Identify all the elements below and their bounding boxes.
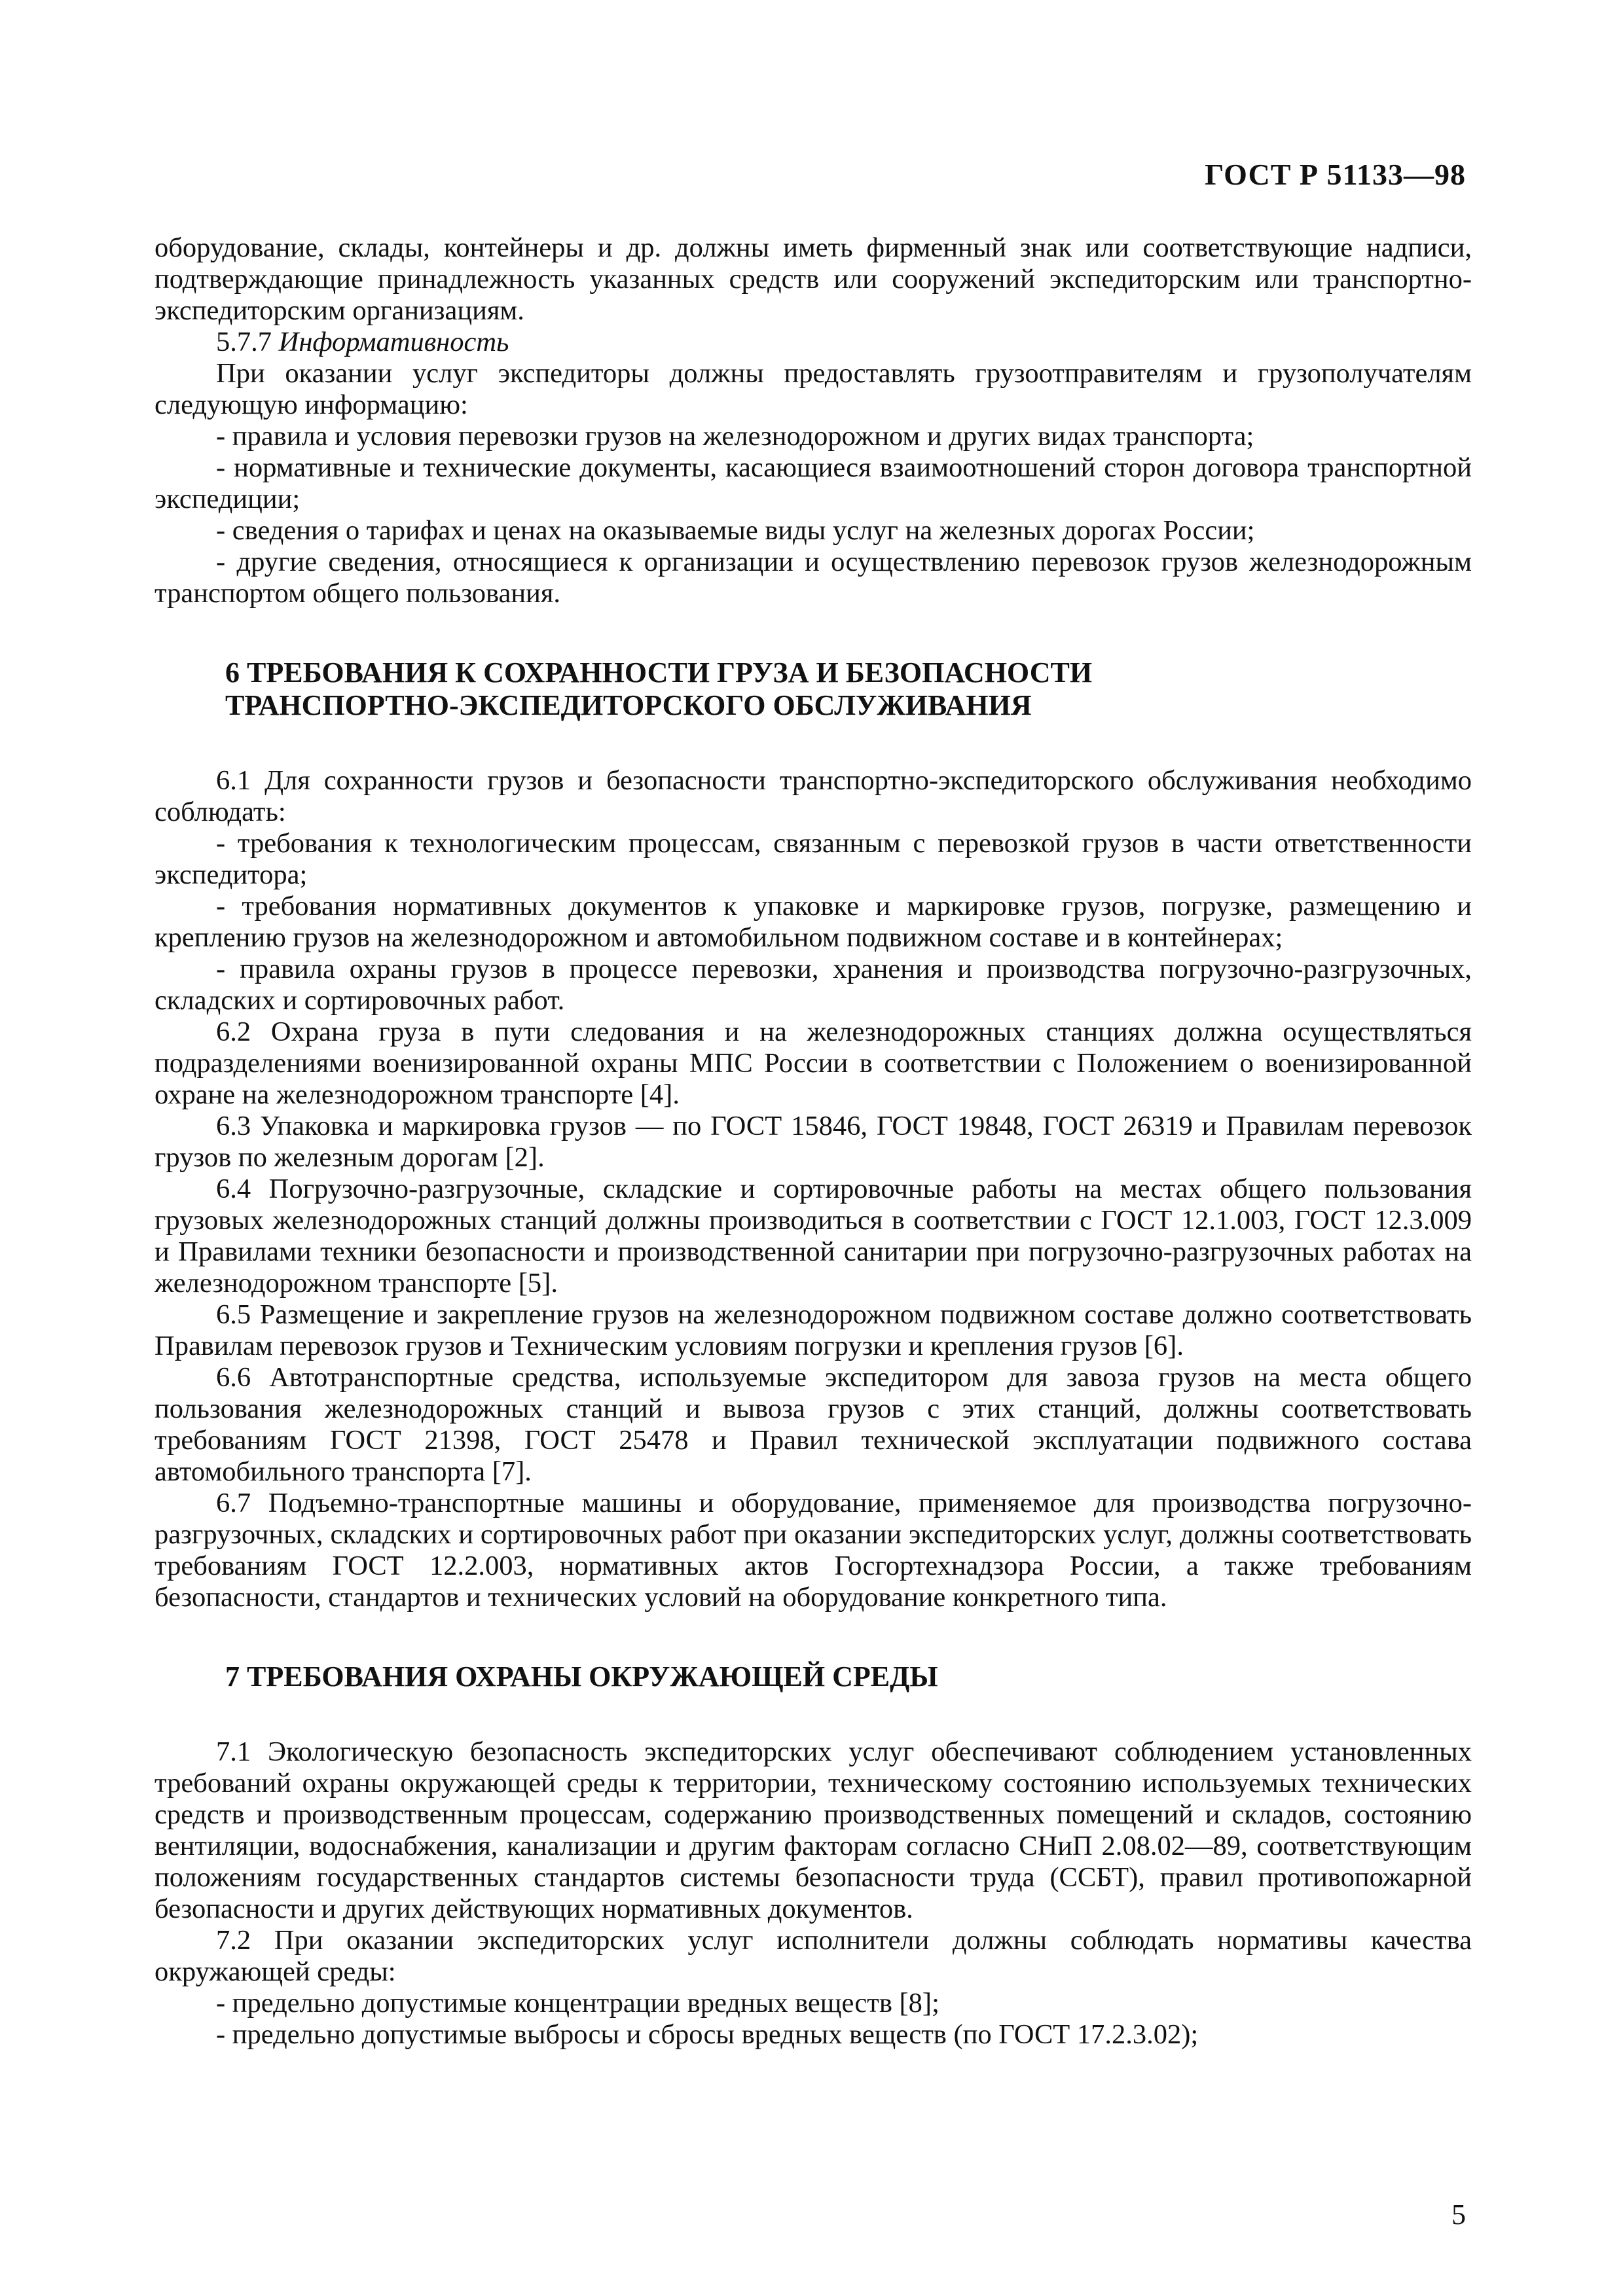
list-item: - предельно допустимые концентрации вредных веществ [8];	[216, 1988, 939, 2018]
paragraph-6-2: 6.2 Охрана груза в пути следования и на железнодорожных станциях должна осуществляться подразделениями военизированной охраны МПС России в соответствии с Положением о военизированной охране на железнодорожном транспорте [4].	[155, 1016, 1472, 1110]
list-item: - правила охраны грузов в процессе перевозки, хранения и производства погрузочно-разгрузочных, складских и сортировочных работ.	[155, 954, 1472, 1016]
section-7-heading	[155, 1660, 1472, 1693]
paragraph-7-1: 7.1 Экологическую безопасность экспедиторских услуг обеспечивают соблюдением установленных требований охраны окружающей среды к территории, техническому состоянию используемых технических средств и производственным процессам, содержанию производственных помещений и складов, состоянию вентиляции, водоснабжения, канализации и другим факторам согласно СНиП 2.08.02—89, соответствующим положениям государственных стандартов системы безопасности труда (ССБТ), правил противопожарной безопасности и других действующих нормативных документов.	[155, 1736, 1472, 1924]
page-body	[155, 232, 1472, 2051]
paragraph-6-6: 6.6 Автотранспортные средства, используемые экспедитором для завоза грузов на места общего пользования железнодорожных станций и вывоза грузов с этих станций, должны соответствовать требованиям ГОСТ 21398, ГОСТ 25478 и Правил технической эксплуатации подвижного состава автомобильного транспорта [7].	[155, 1362, 1472, 1487]
list-item: - правила и условия перевозки грузов на железнодорожном и других видах транспорта;	[216, 421, 1254, 452]
paragraph-information: При оказании услуг экспедиторы должны предоставлять грузоотправителям и грузополучателям следующую информацию:	[155, 358, 1472, 420]
document-code-header: ГОСТ Р 51133—98	[1205, 158, 1466, 191]
paragraph-6-3: 6.3 Упаковка и маркировка грузов — по ГОСТ 15846, ГОСТ 19848, ГОСТ 26319 и Правилам перевозок грузов по железным дорогам [2].	[155, 1111, 1472, 1173]
list-item: - нормативные и технические документы, касающиеся взаимоотношений сторон договора транспортной экспедиции;	[155, 452, 1472, 514]
paragraph-continuation: оборудование, склады, контейнеры и др. должны иметь фирменный знак или соответствующие надписи, подтверждающие принадлежность указанных средств или сооружений экспедиторским или транспортно-экспедиторским организациям.	[155, 232, 1472, 326]
section-6-heading-line2: ТРАНСПОРТНО-ЭКСПЕДИТОРСКОГО ОБСЛУЖИВАНИЯ	[225, 689, 1032, 721]
section-7-heading-line: 7 ТРЕБОВАНИЯ ОХРАНЫ ОКРУЖАЮЩЕЙ СРЕДЫ	[225, 1660, 938, 1693]
page-number: 5	[1451, 2198, 1466, 2231]
paragraph-6-5: 6.5 Размещение и закрепление грузов на железнодорожном подвижном составе должно соответствовать Правилам перевозок грузов и Техническим условиям погрузки и крепления грузов [6].	[155, 1299, 1472, 1361]
list-item: - другие сведения, относящиеся к организации и осуществлению перевозок грузов железнодорожным транспортом общего пользования.	[155, 547, 1472, 609]
section-6-heading-line1: 6 ТРЕБОВАНИЯ К СОХРАННОСТИ ГРУЗА И БЕЗОПАСНОСТИ	[225, 656, 1093, 689]
subsection-5-7-7-heading	[155, 327, 1472, 358]
paragraph-6-4: 6.4 Погрузочно-разгрузочные, складские и сортировочные работы на местах общего пользования грузовых железнодорожных станций должны производиться в соответствии с ГОСТ 12.1.003, ГОСТ 12.3.009 и Правилами техники безопасности и производственной санитарии при погрузочно-разгрузочных работах на железнодорожном транспорте [5].	[155, 1174, 1472, 1299]
list-item: - требования к технологическим процессам, связанным с перевозкой грузов в части ответственности экспедитора;	[155, 828, 1472, 890]
list-item: - требования нормативных документов к упаковке и маркировке грузов, погрузке, размещению и креплению грузов на железнодорожном и автомобильном подвижном составе и в контейнерах;	[155, 891, 1472, 953]
paragraph-7-2: 7.2 При оказании экспедиторских услуг исполнители должны соблюдать нормативы качества окружающей среды:	[155, 1925, 1472, 1987]
list-item: - предельно допустимые выбросы и сбросы вредных веществ (по ГОСТ 17.2.3.02);	[216, 2019, 1199, 2050]
paragraph-6-7: 6.7 Подъемно-транспортные машины и оборудование, применяемое для производства погрузочно-разгрузочных, складских и сортировочных работ при оказании экспедиторских услуг, должны соответствовать требованиям ГОСТ 12.2.003, нормативных актов Госгортехнадзора России, а также требованиям безопасности, стандартов и технических условий на оборудование конкретного типа.	[155, 1488, 1472, 1613]
section-6-heading	[155, 656, 1472, 722]
subsection-title: Информативность	[278, 327, 509, 357]
paragraph-6-1: 6.1 Для сохранности грузов и безопасности транспортно-экспедиторского обслуживания необходимо соблюдать:	[155, 765, 1472, 827]
subsection-number: 5.7.7	[216, 327, 279, 357]
list-item: - сведения о тарифах и ценах на оказываемые виды услуг на железных дорогах России;	[216, 515, 1255, 546]
